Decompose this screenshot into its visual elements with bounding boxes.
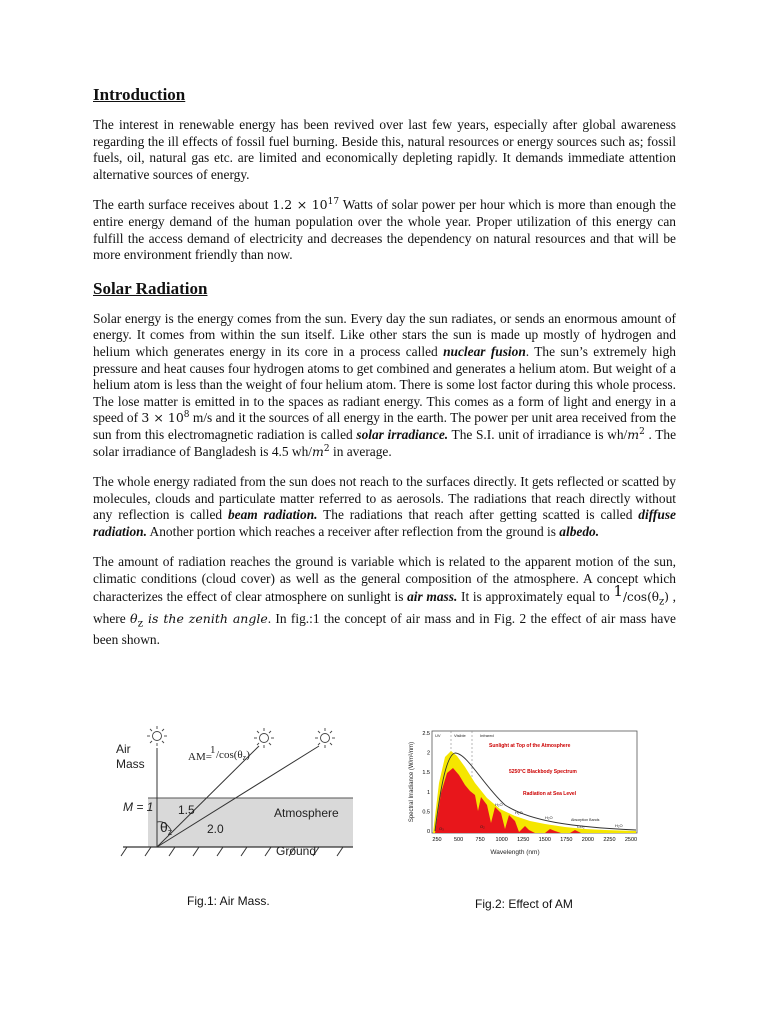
sun-icon [254, 728, 274, 748]
m-equals-one-label: M = 1 [123, 800, 154, 814]
atmosphere-label: Atmosphere [274, 806, 339, 820]
am-formula-label [188, 744, 250, 763]
absorption-bands-label: Absorption Bands [571, 818, 600, 822]
y-tick-label: 0.5 [422, 809, 430, 816]
o2-label: O₂ [480, 824, 485, 829]
y-tick-label: 1.5 [422, 770, 430, 777]
document-body [93, 84, 676, 662]
h2o-label-3: H₂O [545, 815, 553, 820]
x-tick-label: 250 [432, 837, 442, 843]
intro-paragraph-2: The earth surface receives about $1.2 \times 10^{17}$ Watts of solar power per hour which is more than enough the entire energy demand of the human population over the whole year. Proper utilization of this energy can fulfill the access demand of electricity and decreases the dependency on natural resources and that will be more environment friendly than now. [93, 197, 676, 263]
x-axis-label: Wavelength (nm) [490, 849, 540, 856]
x-tick-label: 2500 [624, 837, 638, 843]
zenith-angle-label: $\theta_z$ [160, 819, 173, 837]
y-axis-ticks [422, 731, 430, 835]
h2o-label-1: H₂O [495, 802, 503, 807]
term-air-mass: air mass. [407, 588, 458, 604]
term-beam-radiation: beam radiation. [227, 507, 318, 523]
x-tick-label: 750 [475, 837, 485, 843]
band-visible-label: Visible [454, 733, 466, 738]
term-solar-irradiance: solar irradiance. [356, 426, 449, 442]
term-albedo: albedo. [559, 523, 600, 539]
y-tick-label: 1 [426, 789, 430, 796]
spectral-irradiance-chart [405, 723, 640, 858]
x-tick-label: 2250 [603, 837, 616, 843]
band-ir-label: Infrared [480, 733, 494, 738]
legend-top-atmosphere: Sunlight at Top of the Atmosphere [489, 743, 571, 749]
svg-text:/cos(θz): /cos(θz) [216, 749, 250, 762]
term-nuclear-fusion: nuclear fusion [443, 343, 526, 359]
y-tick-label: 2.5 [422, 731, 430, 737]
y-tick-label: 2 [426, 750, 430, 757]
speed-of-light: $3 \times 10^8$ [141, 410, 190, 426]
band-uv-label: UV [435, 733, 441, 738]
figure-1-caption: Fig.1: Air Mass. [187, 894, 270, 908]
x-tick-label: 500 [453, 837, 464, 843]
x-tick-label: 2000 [581, 837, 595, 843]
legend-sea-level: Radiation at Sea Level [523, 791, 577, 797]
x-tick-label: 1000 [495, 837, 508, 843]
solar-power-value: $1.2 \times 10^{17}$ [272, 197, 340, 213]
y-tick-label: 0 [426, 829, 430, 835]
ground-label: Ground [276, 844, 317, 858]
x-tick-label: 1500 [538, 837, 551, 843]
air-mass-formula: $1/\cos(\theta_z)$ [613, 581, 669, 608]
svg-text:1: 1 [210, 744, 216, 756]
sun-icon [315, 728, 335, 748]
h2o-label-4: H₂O [615, 823, 623, 828]
intro-paragraph-1: The interest in renewable energy has been revived over last few years, especially after global awareness regarding the ill effects of fossil fuel burning. Beside this, natural resources or energy sources such as; fossil fuels, oil, natural gas etc. are limited and economically depleting rapidly. It demands immediate attention alternative sources of energy. [93, 117, 676, 182]
co2-label: CO₂ [577, 824, 585, 829]
x-tick-label: 1250 [517, 837, 530, 843]
air-mass-label-1: Air [116, 742, 131, 756]
air-mass-label-2: Mass [116, 757, 145, 771]
term-diffuse-radiation: diffuse radiation. [93, 507, 676, 539]
sun-icon [147, 726, 167, 746]
x-tick-label: 1750 [560, 837, 573, 843]
y-axis-label: Spectral Irradiance (W/m²/nm) [409, 741, 415, 823]
solar-paragraph-1: Solar energy is the energy comes from the sun. Every day the sun radiates, or sends an enormous amount of energy. It comes from within the sun itself. Like other stars the sun is made up mostly of hydrogen and helium which generates energy in its core in a process called nuclear fusion. The sun’s extremely high pressure and heat causes four hydrogen atoms to get combined and generates a helium atom. But weight of a helium atom is less than the weight of four helium atom. There is some lost factor during this whole process. The lose matter is emitted in to the spaces as radiant energy. This comes as a form of light and energy in a speed of $3 \times 10^8$ m/s and it the sources of all energy in the earth. The power per unit area received from the sun from this electromagnetic radiation is called solar irradiance. The S.I. unit of irradiance is $wh/m^2$ . The solar irradiance of Bangladesh is 4.5 $wh/m^2$ in average. [93, 310, 677, 459]
legend-blackbody: 5250°C Blackbody Spectrum [509, 769, 577, 775]
solar-heading: Solar Radiation [93, 278, 208, 298]
x-axis-ticks [432, 837, 637, 843]
intro-heading: Introduction [93, 85, 186, 104]
am-1-5-label: 1.5 [178, 803, 195, 817]
o3-label: O₃ [439, 826, 444, 831]
solar-paragraph-2: The whole energy radiated from the sun does not reach to the surfaces directly. It gets reflected or scatted by molecules, clouds and particulate matter referred to as aerosols. The radiations that reach directly without any reflection is called beam radiation. The radiations that reach after getting scatted is called diffuse radiation. Another portion which reaches a receiver after reflection from the ground is albedo. [93, 474, 676, 539]
svg-text:AM=: AM= [188, 751, 212, 763]
air-mass-diagram [113, 720, 353, 870]
am-2-0-label: 2.0 [207, 822, 224, 836]
figure-2-caption: Fig.2: Effect of AM [475, 897, 573, 911]
solar-paragraph-3: The amount of radiation reaches the ground is variable which is related to the apparent motion of the sun, climatic conditions (cloud cover) as well as the general composition of the atmosphere. A concept which characterizes the effect of clear atmosphere on sunlight is air mass. It is approximately equal to $1/\cos(\theta_z)$ , where $\theta_z$ is the zenith angle. In fig.:1 the concept of air mass and in Fig. 2 the effect of air mass have been shown. [93, 554, 677, 647]
h2o-label-2: H₂O [515, 810, 523, 815]
